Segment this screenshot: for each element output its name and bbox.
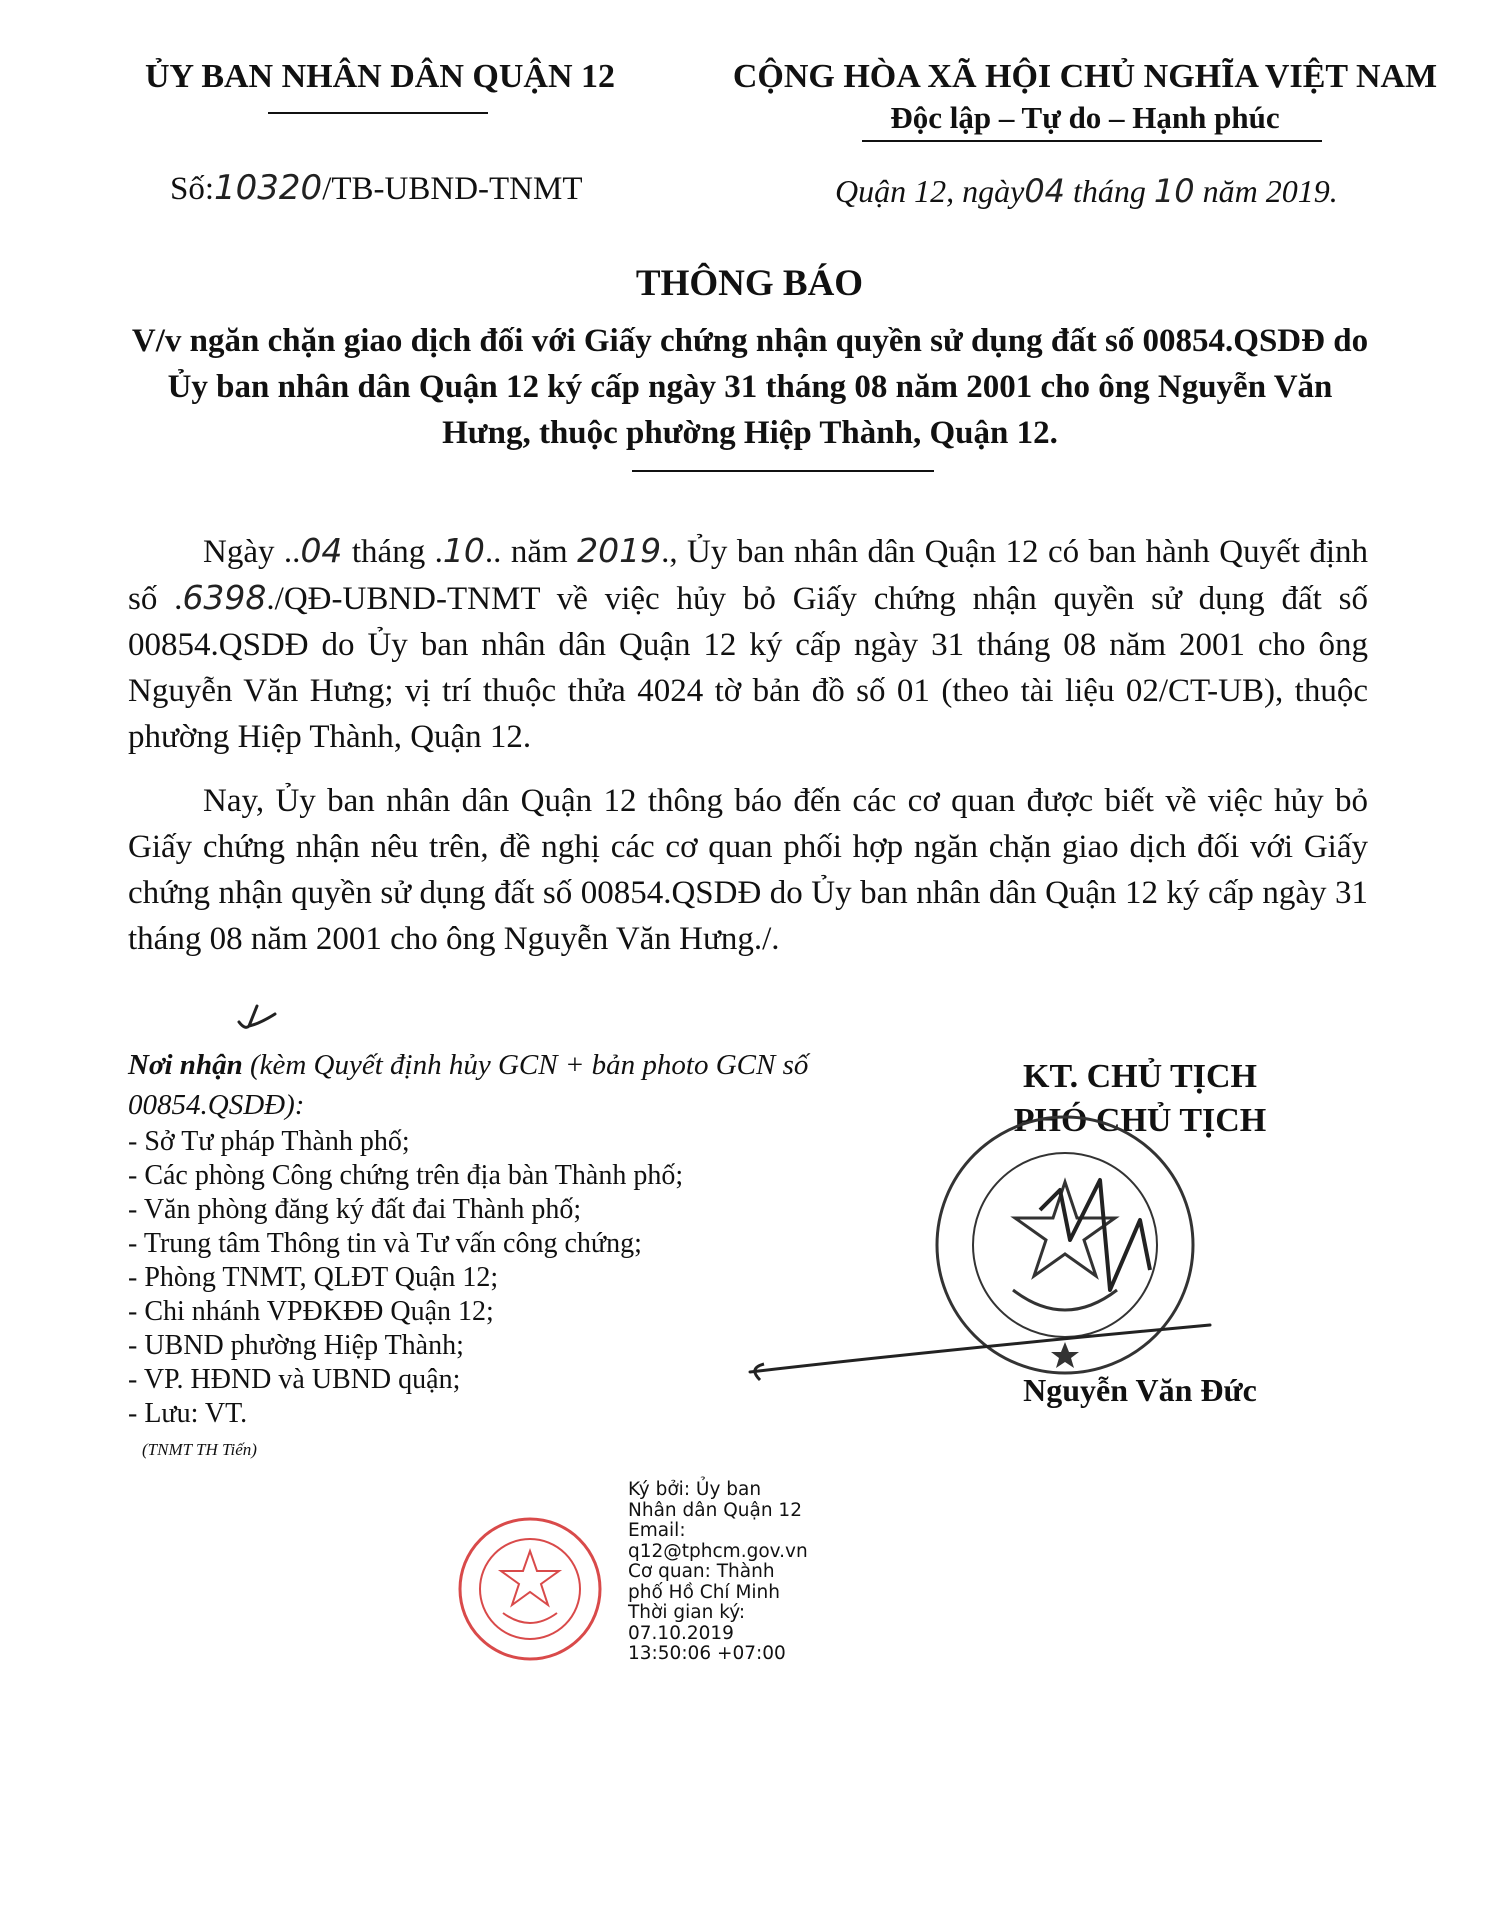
document-title: THÔNG BÁO <box>635 263 864 304</box>
recipient-item: - Chi nhánh VPĐKĐĐ Quận 12; <box>128 1296 494 1327</box>
date-prefix: Quận 12, ngày <box>835 173 1025 209</box>
tick-icon <box>235 1000 279 1040</box>
p1-text-4: ., Ủy ban nhân dân Quận 12 có ban hành Quyết định số . <box>128 534 1369 617</box>
national-motto: Độc lập – Tự do – Hạnh phúc <box>890 100 1280 135</box>
handwritten-signature-icon <box>740 1150 1220 1410</box>
recipients-note: (kèm Quyết định hủy GCN + bản photo GCN số 00854.QSDĐ): <box>128 1049 809 1121</box>
date-day: 04 <box>1024 172 1066 210</box>
p1-decision-number: 6398 <box>182 578 267 617</box>
recipients-block <box>128 1045 828 1431</box>
esign-line: 13:50:06 +07:00 <box>628 1643 786 1664</box>
esign-line: Ký bởi: Ủy ban <box>628 1479 762 1500</box>
esign-line: Nhân dân Quận 12 <box>628 1499 802 1521</box>
recipient-item: - Lưu: VT. <box>128 1398 248 1429</box>
p1-year: 2019 <box>577 531 662 570</box>
digital-seal-icon <box>455 1515 605 1663</box>
drafter-initials: (TNMT TH Tiến) <box>142 1440 257 1459</box>
document-subject: V/v ngăn chặn giao dịch đối với Giấy chứng nhận quyền sử dụng đất số 00854.QSDĐ do Ủy ban nhân dân Quận 12 ký cấp ngày 31 tháng 08 năm 2001 cho ông Nguyễn Văn Hưng, thuộc phường Hiệp Thành, Quận 12. <box>131 323 1369 451</box>
esign-line: 07.10.2019 <box>628 1622 734 1644</box>
doc-number-suffix: /TB-UBND-TNMT <box>322 171 583 207</box>
document-number <box>170 168 583 208</box>
body-paragraph-2: Nay, Ủy ban nhân dân Quận 12 thông báo đến các cơ quan được biết về việc hủy bỏ Giấy chứng nhận nêu trên, đề nghị các cơ quan phối hợp ngăn chặn giao dịch đối với Giấy chứng nhận quyền sử dụng đất số 00854.QSDĐ do Ủy ban nhân dân Quận 12 ký cấp ngày 31 tháng 08 năm 2001 cho ông Nguyễn Văn Hưng./. <box>128 783 1368 957</box>
header-divider-right <box>862 140 1322 142</box>
date-year: năm 2019. <box>1194 173 1338 209</box>
digital-signature-info <box>628 1480 848 1665</box>
date-month: 10 <box>1153 172 1195 210</box>
place-and-date <box>835 172 1338 210</box>
recipients-label: Nơi nhận <box>128 1049 243 1081</box>
national-title: CỘNG HÒA XÃ HỘI CHỦ NGHĨA VIỆT NAM <box>732 58 1438 95</box>
esign-line: Cơ quan: Thành <box>628 1561 775 1582</box>
recipients-header <box>128 1045 828 1125</box>
recipient-item: - Sở Tư pháp Thành phố; <box>128 1126 410 1157</box>
p1-text-3: .. năm <box>484 534 578 570</box>
esign-line: Email: <box>628 1520 686 1541</box>
esign-line: q12@tphcm.gov.vn <box>628 1540 808 1562</box>
header-divider-left <box>268 112 488 114</box>
recipient-item: - VP. HĐND và UBND quận; <box>128 1364 461 1395</box>
doc-number-prefix: Số: <box>170 171 215 207</box>
recipient-item: - UBND phường Hiệp Thành; <box>128 1330 464 1361</box>
signer-name: Nguyễn Văn Đức <box>1023 1372 1257 1408</box>
p1-text-2: tháng . <box>342 534 443 570</box>
recipient-item: - Các phòng Công chứng trên địa bàn Thành phố; <box>128 1160 684 1191</box>
doc-number-handwritten: 10320 <box>214 168 323 208</box>
signer-title-2: PHÓ CHỦ TỊCH <box>1013 1102 1267 1139</box>
subject-divider <box>632 470 934 472</box>
p1-day: 04 <box>300 531 343 570</box>
recipient-item: - Phòng TNMT, QLĐT Quận 12; <box>128 1262 499 1293</box>
recipient-item: - Trung tâm Thông tin và Tư vấn công chứng; <box>128 1228 642 1259</box>
p1-text-1: Ngày .. <box>203 534 301 570</box>
date-month-label: tháng <box>1065 173 1154 209</box>
issuing-authority: ỦY BAN NHÂN DÂN QUẬN 12 <box>144 58 615 95</box>
signer-title-1: KT. CHỦ TỊCH <box>1023 1058 1257 1095</box>
body-paragraph-1 <box>128 528 1368 760</box>
esign-line: phố Hồ Chí Minh <box>628 1581 780 1603</box>
p1-month: 10 <box>442 531 485 570</box>
recipient-item: - Văn phòng đăng ký đất đai Thành phố; <box>128 1194 582 1225</box>
approval-tick-mark <box>235 1000 279 1050</box>
p1-text-5: ./QĐ-UBND-TNMT về việc hủy bỏ Giấy chứng nhận quyền sử dụng đất số 00854.QSDĐ do Ủy ban nhân dân Quận 12 ký cấp ngày 31 tháng 08 năm 2001 cho ông Nguyễn Văn Hưng; vị trí thuộc thửa 4024 tờ bản đồ số 01 (theo tài liệu 02/CT-UB), thuộc phường Hiệp Thành, Quận 12. <box>128 581 1368 755</box>
esign-line: Thời gian ký: <box>628 1602 746 1623</box>
